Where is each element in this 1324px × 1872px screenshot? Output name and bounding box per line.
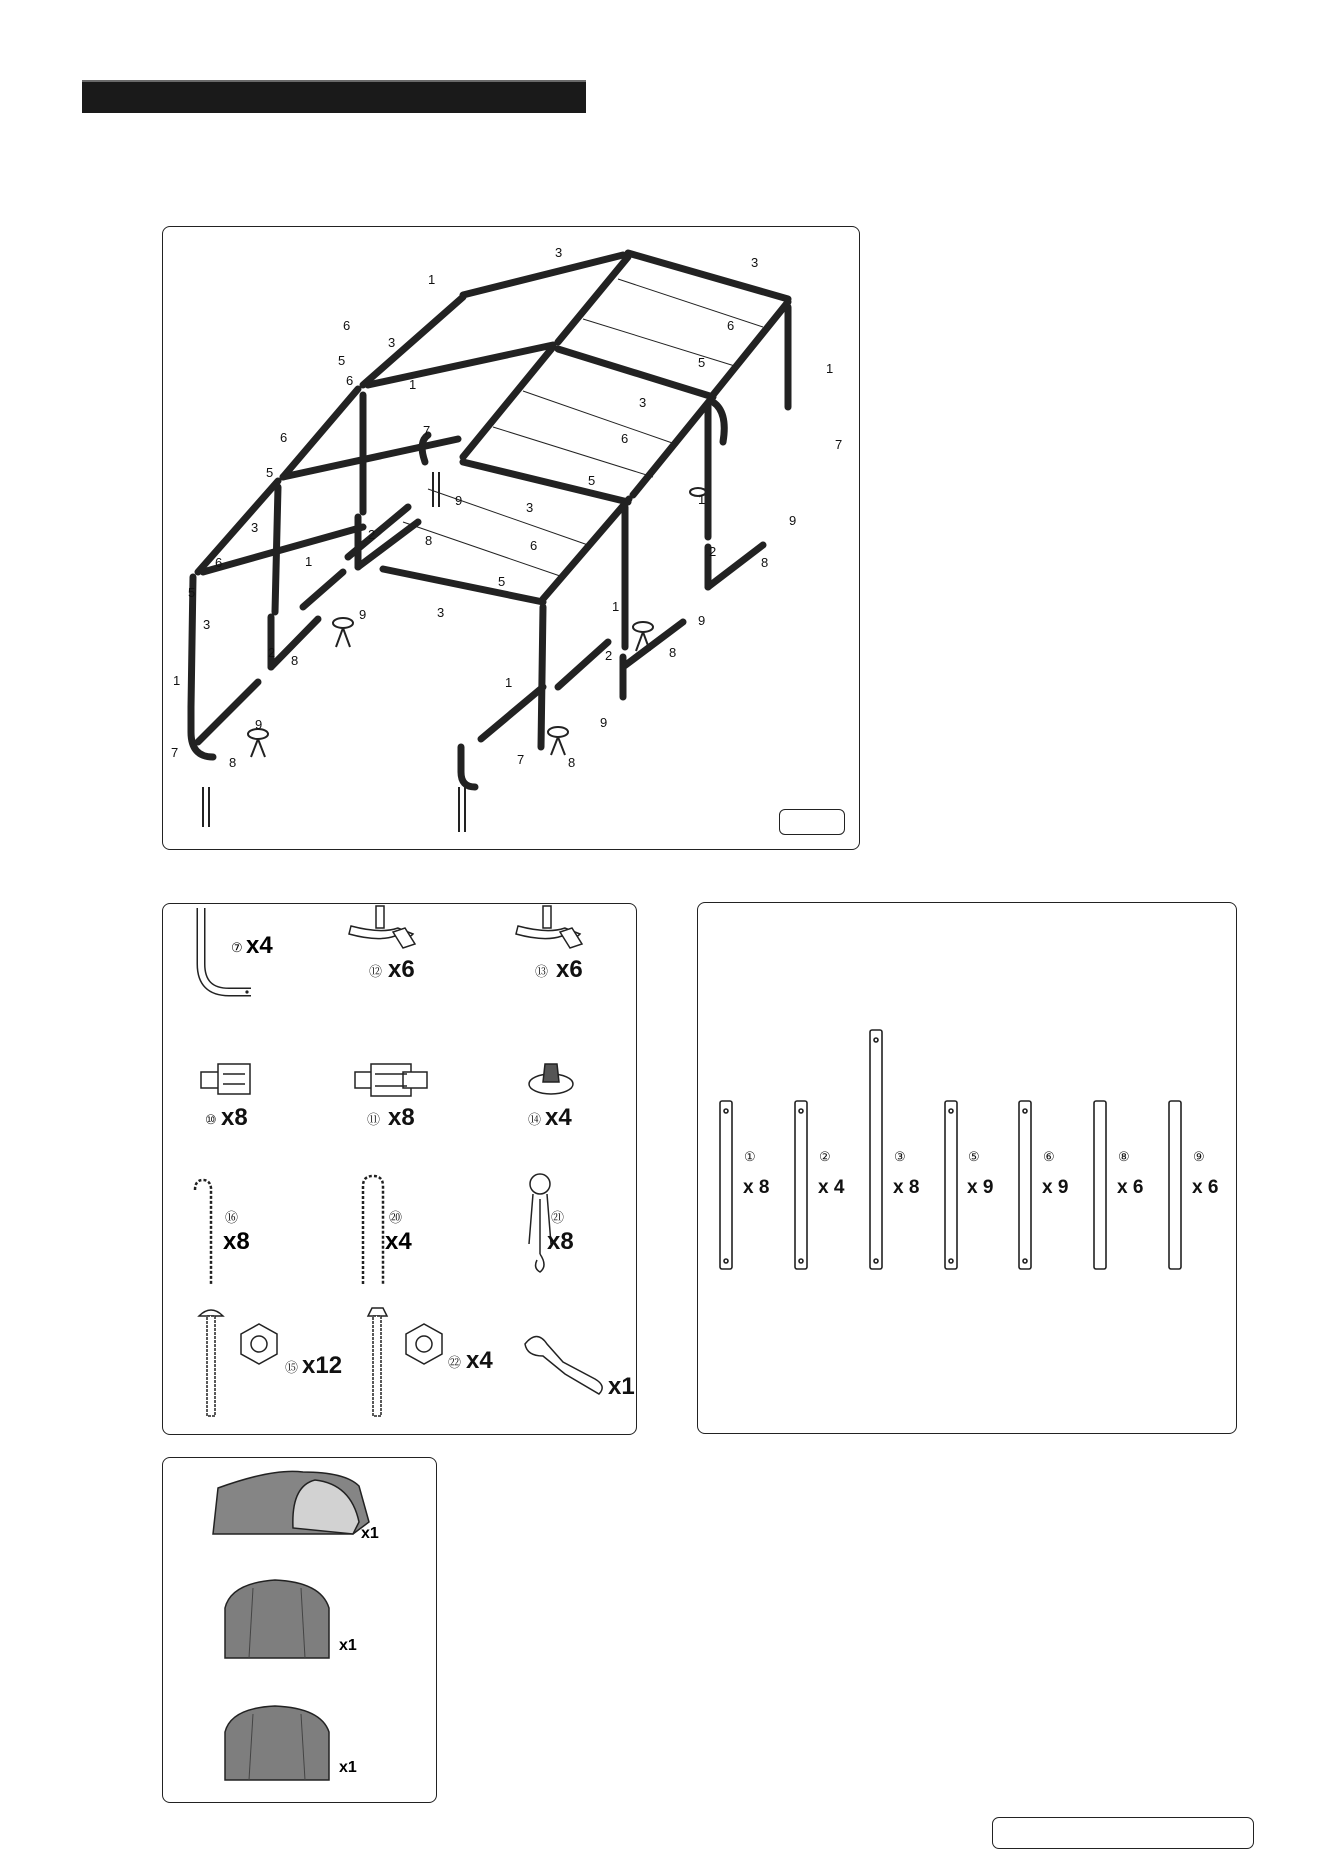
label-3: 3 xyxy=(555,245,563,260)
pole-quantity: x 6 xyxy=(1117,1177,1144,1198)
label-8: 8 xyxy=(229,755,237,770)
connector-part-12 xyxy=(349,906,415,983)
label-2: 2 xyxy=(368,527,376,542)
label-8: 8 xyxy=(761,555,769,570)
label-8: 8 xyxy=(425,533,433,548)
section-title-bar xyxy=(82,80,586,113)
hardware-drawing xyxy=(163,904,638,1436)
cover-drawing xyxy=(163,1458,438,1804)
poles-panel xyxy=(697,902,1237,1434)
label-1: 1 xyxy=(409,377,417,392)
part-number: ⑫ xyxy=(369,964,383,979)
label-3: 3 xyxy=(388,335,396,350)
page-number-box xyxy=(992,1817,1254,1849)
label-1: 1 xyxy=(505,675,513,690)
pole-quantity: x 9 xyxy=(1042,1177,1069,1198)
u-stake-part-20 xyxy=(363,1176,412,1284)
label-2: 2 xyxy=(268,645,276,660)
pole-number: ⑧ xyxy=(1118,1149,1130,1164)
part-labels xyxy=(171,245,842,770)
frame-assembly-diagram xyxy=(162,226,860,850)
label-5: 5 xyxy=(338,353,346,368)
label-8: 8 xyxy=(669,645,677,660)
label-7: 7 xyxy=(171,745,179,760)
hardware-parts-panel xyxy=(162,903,637,1435)
label-9: 9 xyxy=(698,613,706,628)
label-8: 8 xyxy=(568,755,576,770)
pole-bars xyxy=(720,1030,1181,1269)
label-6: 6 xyxy=(621,431,629,446)
frame-drawing xyxy=(163,227,861,851)
bracket-part-11 xyxy=(355,1064,427,1131)
label-3: 3 xyxy=(639,395,647,410)
label-7: 7 xyxy=(517,752,525,767)
ground-peg-part-16 xyxy=(195,1180,250,1284)
cover-quantity: x1 xyxy=(339,1759,357,1776)
part-number: ㉒ xyxy=(448,1355,462,1370)
part-number: ⑬ xyxy=(535,964,549,979)
part-quantity: x4 xyxy=(545,1104,572,1131)
cover-parts-panel xyxy=(162,1457,437,1803)
label-6: 6 xyxy=(343,318,351,333)
part-quantity: x4 xyxy=(466,1347,493,1374)
label-1: 1 xyxy=(698,492,706,507)
label-6: 6 xyxy=(280,430,288,445)
label-6: 6 xyxy=(727,318,735,333)
part-quantity: x8 xyxy=(547,1228,574,1255)
label-5: 5 xyxy=(266,465,274,480)
pole-number: ② xyxy=(819,1149,831,1164)
part-number: ㉑ xyxy=(551,1210,565,1225)
label-3: 3 xyxy=(751,255,759,270)
part-quantity: x1 xyxy=(608,1373,635,1400)
corner-bend-part-7 xyxy=(201,908,273,994)
label-1: 1 xyxy=(173,673,181,688)
label-6: 6 xyxy=(346,373,354,388)
pole-number: ⑤ xyxy=(968,1149,980,1164)
pole-quantity: x 6 xyxy=(1192,1177,1219,1198)
label-9: 9 xyxy=(359,607,367,622)
pole-number: ⑨ xyxy=(1193,1149,1205,1164)
rear-door-panel xyxy=(225,1706,357,1780)
part-number: ⑳ xyxy=(389,1210,403,1225)
label-9: 9 xyxy=(789,513,797,528)
bracket-part-10 xyxy=(201,1064,250,1131)
label-3: 3 xyxy=(203,617,211,632)
pole-quantity: x 8 xyxy=(743,1177,770,1198)
bolt-nut-part-15 xyxy=(199,1310,342,1416)
label-3: 3 xyxy=(251,520,259,535)
main-cover xyxy=(213,1471,379,1542)
pole-quantities xyxy=(743,1177,1218,1198)
cover-quantity: x1 xyxy=(361,1525,379,1542)
connector-part-13 xyxy=(516,906,583,983)
label-7: 7 xyxy=(423,423,431,438)
label-3: 3 xyxy=(526,500,534,515)
cover-quantity: x1 xyxy=(339,1637,357,1654)
part-quantity: x4 xyxy=(246,932,273,959)
label-1: 1 xyxy=(428,272,436,287)
label-6: 6 xyxy=(530,538,538,553)
pole-quantity: x 8 xyxy=(893,1177,920,1198)
label-8: 8 xyxy=(291,653,299,668)
part-number: ⑭ xyxy=(528,1112,542,1127)
ratchet-strap-part-21 xyxy=(529,1174,574,1272)
label-5: 5 xyxy=(188,585,196,600)
label-1: 1 xyxy=(305,554,313,569)
label-2: 2 xyxy=(605,648,613,663)
part-quantity: x12 xyxy=(302,1352,343,1379)
label-3: 3 xyxy=(437,605,445,620)
label-1: 1 xyxy=(612,599,620,614)
pole-quantity: x 9 xyxy=(967,1177,994,1198)
front-door-panel xyxy=(225,1580,357,1658)
part-number: ⑯ xyxy=(225,1210,239,1225)
label-1: 1 xyxy=(826,361,834,376)
part-number: ⑦ xyxy=(231,940,243,955)
part-number: ⑮ xyxy=(285,1360,299,1375)
part-number: ⑩ xyxy=(205,1112,217,1127)
part-quantity: x8 xyxy=(388,1104,415,1131)
label-5: 5 xyxy=(588,473,596,488)
part-quantity: x6 xyxy=(388,956,415,983)
label-9: 9 xyxy=(600,715,608,730)
pole-number: ① xyxy=(744,1149,756,1164)
figure-number-box xyxy=(779,809,845,835)
foot-plate-part-14 xyxy=(528,1064,573,1131)
pole-quantity: x 4 xyxy=(818,1177,845,1198)
pole-number: ③ xyxy=(894,1149,906,1164)
label-9: 9 xyxy=(455,493,463,508)
label-6: 6 xyxy=(215,555,223,570)
part-quantity: x8 xyxy=(223,1228,250,1255)
bolt-nut-part-22 xyxy=(368,1308,493,1416)
label-9: 9 xyxy=(255,717,263,732)
label-7: 7 xyxy=(835,437,843,452)
poles-drawing xyxy=(698,903,1238,1435)
corner-bends xyxy=(191,402,724,787)
part-quantity: x8 xyxy=(221,1104,248,1131)
pole-number: ⑥ xyxy=(1043,1149,1055,1164)
spanner-tool xyxy=(525,1337,635,1401)
label-5: 5 xyxy=(698,355,706,370)
part-quantity: x6 xyxy=(556,956,583,983)
label-5: 5 xyxy=(498,574,506,589)
pole-numbers xyxy=(744,1149,1205,1164)
part-quantity: x4 xyxy=(385,1228,412,1255)
part-number: ⑪ xyxy=(367,1112,381,1127)
label-2: 2 xyxy=(709,544,717,559)
